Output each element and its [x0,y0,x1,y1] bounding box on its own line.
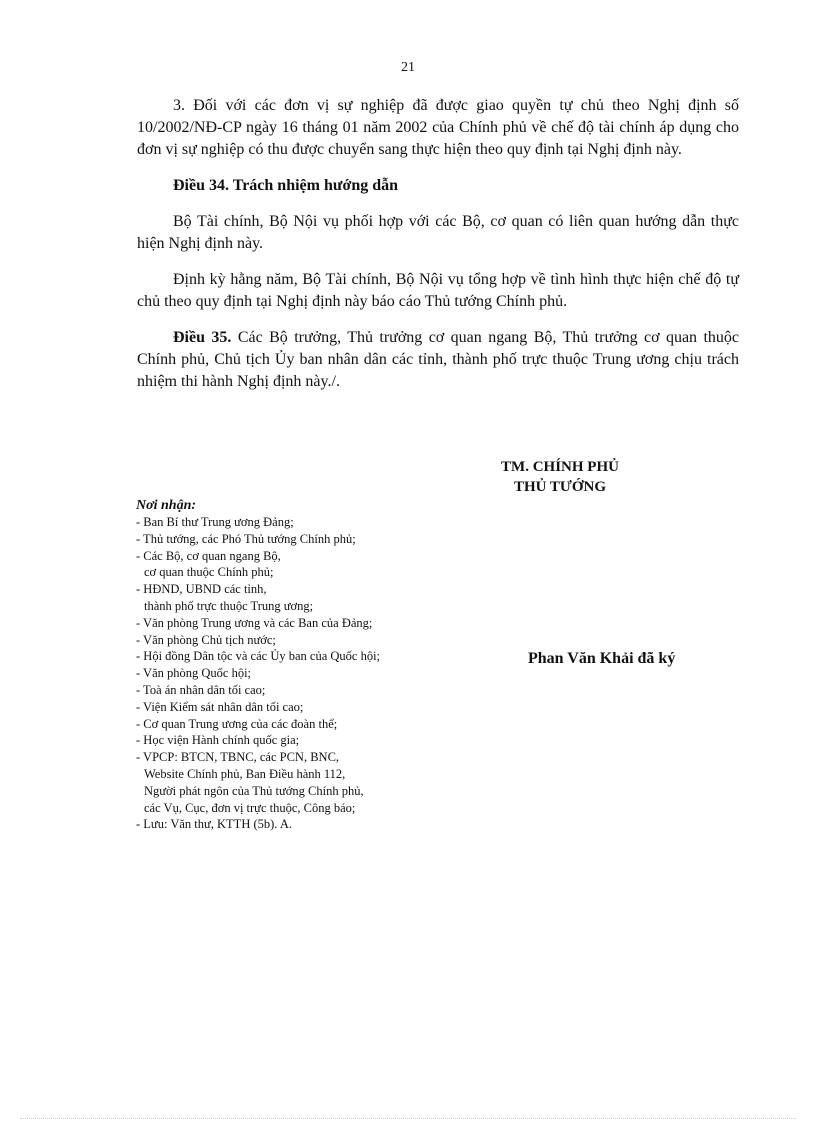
recipient-line: - Các Bộ, cơ quan ngang Bộ, [136,548,281,563]
recipient-line: - Viện Kiểm sát nhân dân tối cao; [136,699,304,714]
page-bottom-rule [20,1118,796,1119]
recipient-line: - Văn phòng Trung ương và các Ban của Đảng; [136,615,373,630]
signature-title-prime-minister: THỦ TƯỚNG [513,479,607,495]
recipient-line: - Cơ quan Trung ương của các đoàn thể; [136,716,338,731]
recipient-line: - Thủ tướng, các Phó Thủ tướng Chính phủ; [136,531,356,546]
recipient-line: - VPCP: BTCN, TBNC, các PCN, BNC, [136,750,340,765]
recipient-line: - Văn phòng Chủ tịch nước; [136,632,276,647]
article-34-heading: Điều 34. Trách nhiệm hướng dẫn [173,177,399,194]
signature-block [470,457,650,497]
recipient-line: - Ban Bí thư Trung ương Đảng; [136,515,294,529]
recipient-line: - Toà án nhân dân tối cao; [136,682,266,697]
recipient-line: - HĐND, UBND các tỉnh, [136,582,267,597]
page-number: 21 [401,60,415,75]
recipient-line: Người phát ngôn của Thủ tướng Chính phủ, [144,783,364,798]
recipient-line: Website Chính phủ, Ban Điều hành 112, [144,766,346,781]
recipients-title: Nơi nhận: [136,498,197,513]
recipients-lines [136,514,466,833]
recipient-line: - Văn phòng Quốc hội; [136,666,252,681]
signature-title-government: TM. CHÍNH PHỦ [501,459,619,475]
recipient-line: - Hội đồng Dân tộc và các Ủy ban của Quốc hội; [136,649,381,664]
article-35-label: Điều 35. [173,329,232,346]
article-35-text: Các Bộ trưởng, Thủ trưởng cơ quan ngang Bộ, Thủ trưởng cơ quan thuộc Chính phủ, Chủ tịch Ủy ban nhân dân các tỉnh, thành phố trực thuộc Trung ương chịu trách nhiệm thi hành Nghị định này./. [137,329,740,390]
recipient-line: thành phố trực thuộc Trung ương; [144,598,314,613]
paragraph-clause-3: 3. Đối với các đơn vị sự nghiệp đã được giao quyền tự chủ theo Nghị định số 10/2002/NĐ-CP ngày 16 tháng 01 năm 2002 của Chính phủ về chế độ tài chính áp dụng cho đơn vị sự nghiệp có thu được chuyển sang thực hiện theo quy định tại Nghị định này. [137,97,739,158]
recipient-line: - Học viện Hành chính quốc gia; [136,733,300,748]
recipient-line: cơ quan thuộc Chính phủ; [144,565,274,580]
document-body [137,95,739,407]
paragraph-guidance: Bộ Tài chính, Bộ Nội vụ phối hợp với các Bộ, cơ quan có liên quan hướng dẫn thực hiện Nghị định này. [137,213,739,252]
signer-name: Phan Văn Khải đã ký [528,650,676,667]
recipients-list [136,497,466,833]
recipient-line: các Vụ, Cục, đơn vị trực thuộc, Công báo; [144,800,356,815]
article-35-paragraph [137,327,739,393]
recipient-line: - Lưu: Văn thư, KTTH (5b). A. [136,817,293,832]
paragraph-annual-report: Định kỳ hằng năm, Bộ Tài chính, Bộ Nội vụ tổng hợp về tình hình thực hiện chế độ tự chủ theo quy định tại Nghị định này báo cáo Thủ tướng Chính phủ. [137,271,739,310]
